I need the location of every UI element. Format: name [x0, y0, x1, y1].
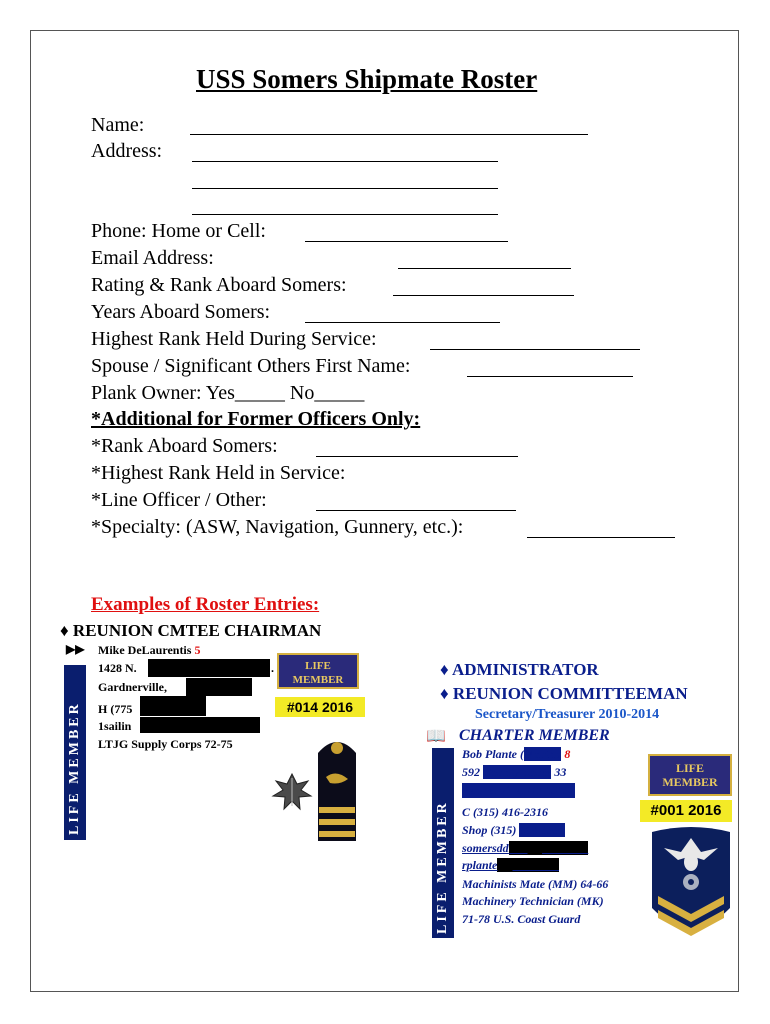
entry1-life-member-text: LIFE MEMBER [67, 701, 82, 835]
rating-field[interactable] [393, 295, 574, 296]
spouse-field[interactable] [467, 376, 633, 377]
entry2-cell: C (315) 416-2316 [462, 805, 548, 819]
officers-header: *Additional for Former Officers Only: [91, 408, 421, 430]
entry2-service2: Machinery Technician (MK) [462, 894, 604, 908]
examples-heading: Examples of Roster Entries: [91, 594, 320, 615]
entry2-badge-line1: LIFE [675, 761, 704, 775]
phone-field[interactable] [305, 241, 508, 242]
entry2-name: Bob Plante (Martha 8 [462, 747, 571, 761]
entry2-shop: Shop (315) 668-0331 [462, 823, 566, 837]
entry2-badge-number: #001 2016 [640, 800, 732, 822]
entry2-subtitle: Secretary/Treasurer 2010-2014 [475, 707, 660, 722]
entry2-service1: Machinists Mate (MM) 64-66 [462, 877, 609, 891]
shoulder-board-icon [312, 735, 362, 843]
oak-leaf-icon [270, 772, 314, 812]
line-officer-field[interactable] [316, 510, 516, 511]
rank-aboard-label: *Rank Aboard Somers: [91, 435, 278, 457]
plank-owner-label: Plank Owner: Yes_____ No_____ [91, 382, 365, 404]
years-field[interactable] [305, 322, 500, 323]
entry2-charter: CHARTER MEMBER [459, 727, 610, 744]
entry1-life-member-badge [277, 653, 359, 689]
rating-badge-icon [648, 826, 734, 944]
address-label: Address: [91, 140, 163, 162]
rank-aboard-field[interactable] [316, 456, 518, 457]
email-label: Email Address: [91, 247, 214, 269]
entry1-badge-line2: MEMBER [292, 674, 344, 686]
highest-rank-field[interactable] [430, 349, 640, 350]
book-icon: 📖 [426, 728, 446, 745]
entry1-badge-line1: LIFE [305, 660, 331, 672]
line-officer-label: *Line Officer / Other: [91, 489, 267, 511]
entry1-name: Mike DeLaurentis 5 [98, 643, 201, 657]
entry1-role: ♦ REUNION CMTEE CHAIRMAN [60, 621, 322, 640]
entry1-phone-redaction [140, 696, 206, 716]
specialty-label: *Specialty: (ASW, Navigation, Gunnery, etc.): [91, 516, 464, 538]
address-field-3[interactable] [192, 214, 498, 215]
highest-rank-label: Highest Rank Held During Service: [91, 328, 377, 350]
entry1-street-end: . [271, 661, 274, 675]
rating-label: Rating & Rank Aboard Somers: [91, 274, 347, 296]
entry2-life-member-badge [648, 754, 732, 796]
entry1-badge-number: #014 2016 [275, 697, 365, 717]
entry2-city-redacted: Pennellville, NY 13132 [462, 783, 576, 797]
address-field-2[interactable] [192, 188, 498, 189]
spouse-label: Spouse / Significant Others First Name: [91, 355, 411, 377]
page-title: USS Somers Shipmate Roster [196, 64, 538, 94]
specialty-field[interactable] [527, 537, 675, 538]
entry2-badge-line2: MEMBER [662, 775, 718, 789]
entry1-email: 1sailin [98, 719, 132, 733]
entry1-email-redaction [140, 717, 260, 733]
phone-label: Phone: Home or Cell: [91, 220, 266, 242]
email-field[interactable] [398, 268, 571, 269]
entry1-life-member-bar [64, 665, 86, 840]
entry2-life-member-bar [432, 748, 454, 938]
entry1-city-redaction [186, 678, 252, 696]
address-field-1[interactable] [192, 161, 498, 162]
name-field[interactable] [190, 134, 588, 135]
entry2-email1[interactable]: somersdd947@gmail.com [462, 841, 589, 855]
entry2-service3: 71-78 U.S. Coast Guard [462, 912, 581, 926]
entry1-arrow-icon: ▶▶ [66, 642, 85, 656]
entry1-service: LTJG Supply Corps 72-75 [98, 737, 233, 751]
years-label: Years Aboard Somers: [91, 301, 271, 323]
entry1-street-redaction [148, 659, 270, 677]
entry1-phone: H (775 [98, 702, 133, 716]
entry2-role-administrator: ♦ ADMINISTRATOR [440, 660, 599, 679]
entry1-city: Gardnerville, [98, 680, 167, 694]
entry2-life-member-text: LIFE MEMBER [435, 800, 450, 934]
entry2-email2[interactable]: rplante@gmail.com [462, 858, 559, 872]
entry1-street: 1428 N. [98, 661, 137, 675]
highest-service-label: *Highest Rank Held in Service: [91, 462, 346, 484]
entry2-street: 592 County Route 33 [462, 765, 567, 779]
entry2-role-committeeman: ♦ REUNION COMMITTEEMAN [440, 684, 688, 703]
name-label: Name: [91, 114, 145, 136]
